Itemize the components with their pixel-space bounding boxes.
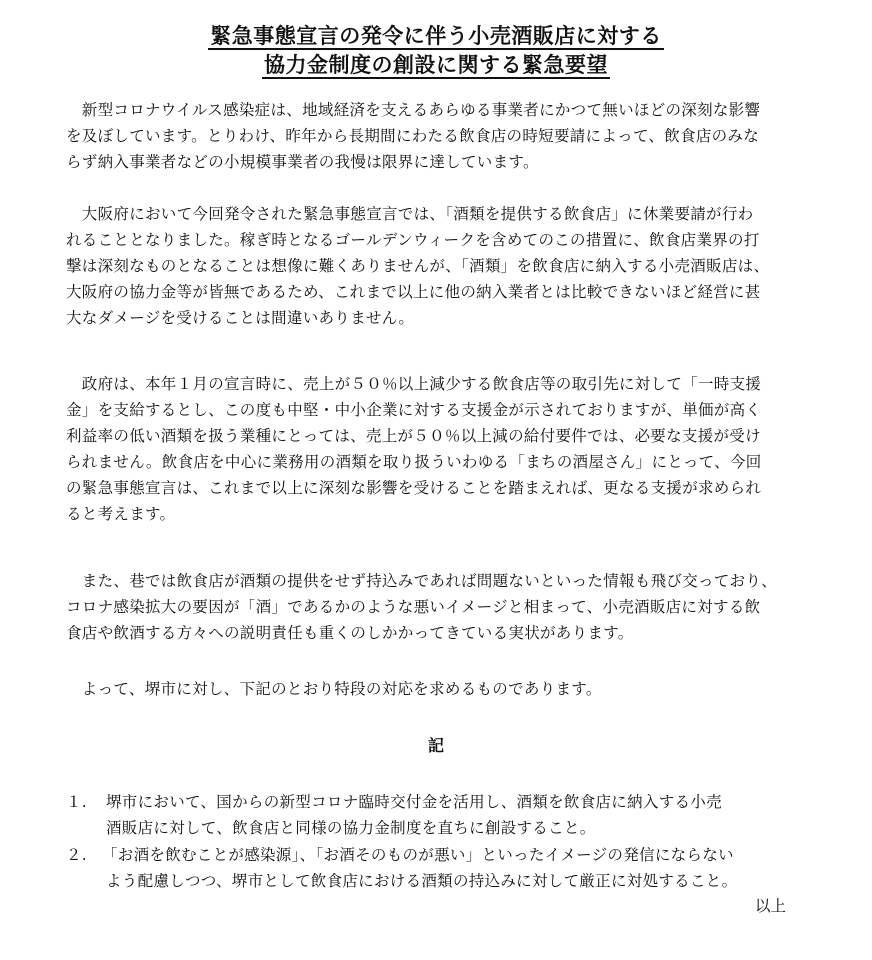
request-item-1: [66, 789, 826, 841]
request-line: よう配慮しつつ、堺市として飲食店における酒類の持込みに対して厳正に対処すること。: [106, 872, 738, 890]
request-line: 堺市において、国からの新型コロナ臨時交付金を活用し、酒類を飲食店に納入する小売: [106, 793, 722, 811]
paragraph-line: コロナ感染拡大の要因が「酒」であるかのような悪いイメージと相まって、小売酒販店に対する飲: [66, 598, 761, 616]
closing-remark: 以上: [754, 897, 786, 915]
paragraph-1: [66, 97, 826, 175]
paragraph-line: らず納入事業者などの小規模事業者の我慢は限界に達しています。: [66, 153, 539, 171]
request-number: １.: [66, 793, 88, 811]
request-line: 酒販店に対して、飲食店と同様の協力金制度を直ちに創設すること。: [106, 819, 596, 837]
paragraph-4: [66, 568, 826, 646]
paragraph-line: の緊急事態宣言は、これまで以上に深刻な影響を受けることを踏まえれば、更なる支援が求められ: [66, 479, 762, 497]
paragraph-line: 大阪府において今回発令された緊急事態宣言では、「酒類を提供する飲食店」に休業要請が行わ: [66, 205, 754, 223]
paragraph-line: よって、堺市に対し、下記のとおり特段の対応を求めるものであります。: [66, 680, 602, 698]
ki-heading: 記: [427, 736, 444, 755]
paragraph-line: られません。飲食店を中心に業務用の酒類を取り扱ういわゆる「まちの酒屋さん」にとって、今回: [66, 453, 762, 471]
request-item-2: [66, 842, 826, 894]
document-title-line-2: [0, 51, 872, 79]
paragraph-5: [66, 676, 826, 702]
paragraph-line: を及ぼしています。とりわけ、昨年から長期間にわたる飲食店の時短要請によって、飲食店のみな: [66, 127, 760, 145]
paragraph-line: 食店や飲酒する方々への説明責任も重くのしかかってきている実状があります。: [66, 624, 634, 642]
document-title-line-1: [0, 22, 872, 50]
paragraph-2: [66, 201, 826, 331]
paragraph-line: 撃は深刻なものとなることは想像に難くありませんが、「酒類」を飲食店に納入する小売酒販店は、: [66, 257, 770, 275]
request-line: 「お酒を飲むことが感染源」、「お酒そのものが悪い」といったイメージの発信にならない: [102, 846, 734, 864]
paragraph-line: また、巷では飲食店が酒類の提供をせず持込みであれば問題ないといった情報も飛び交っており、: [66, 572, 778, 590]
paragraph-line: 政府は、本年１月の宣言時に、売上が５０％以上減少する飲食店等の取引先に対して「一時支援: [66, 375, 762, 393]
paragraph-line: ると考えます。: [66, 505, 176, 523]
paragraph-line: 金」を支給するとし、この度も中堅・中小企業に対する支援金が示されておりますが、単価が高く: [66, 401, 762, 419]
paragraph-line: 利益率の低い酒類を扱う業種にとっては、売上が５０％以上減の給付要件では、必要な支援が受け: [66, 427, 761, 445]
title-text-1: 緊急事態宣言の発令に伴う小売酒販店に対する: [210, 24, 662, 48]
paragraph-line: 大阪府の協力金等が皆無であるため、これまで以上に他の納入業者とは比較できないほど経営に甚: [66, 283, 761, 301]
paragraph-line: 新型コロナウイルス感染症は、地域経済を支えるあらゆる事業者にかつて無いほどの深刻な影響: [66, 101, 761, 119]
paragraph-line: 大なダメージを受けることは間違いありません。: [66, 309, 415, 327]
paragraph-3: [66, 371, 826, 527]
paragraph-line: れることとなりました。稼ぎ時となるゴールデンウィークを含めてのこの措置に、飲食店業界の打: [66, 231, 760, 249]
request-number: ２.: [66, 846, 88, 864]
title-text-2: 協力金制度の創設に関する緊急要望: [264, 53, 608, 77]
